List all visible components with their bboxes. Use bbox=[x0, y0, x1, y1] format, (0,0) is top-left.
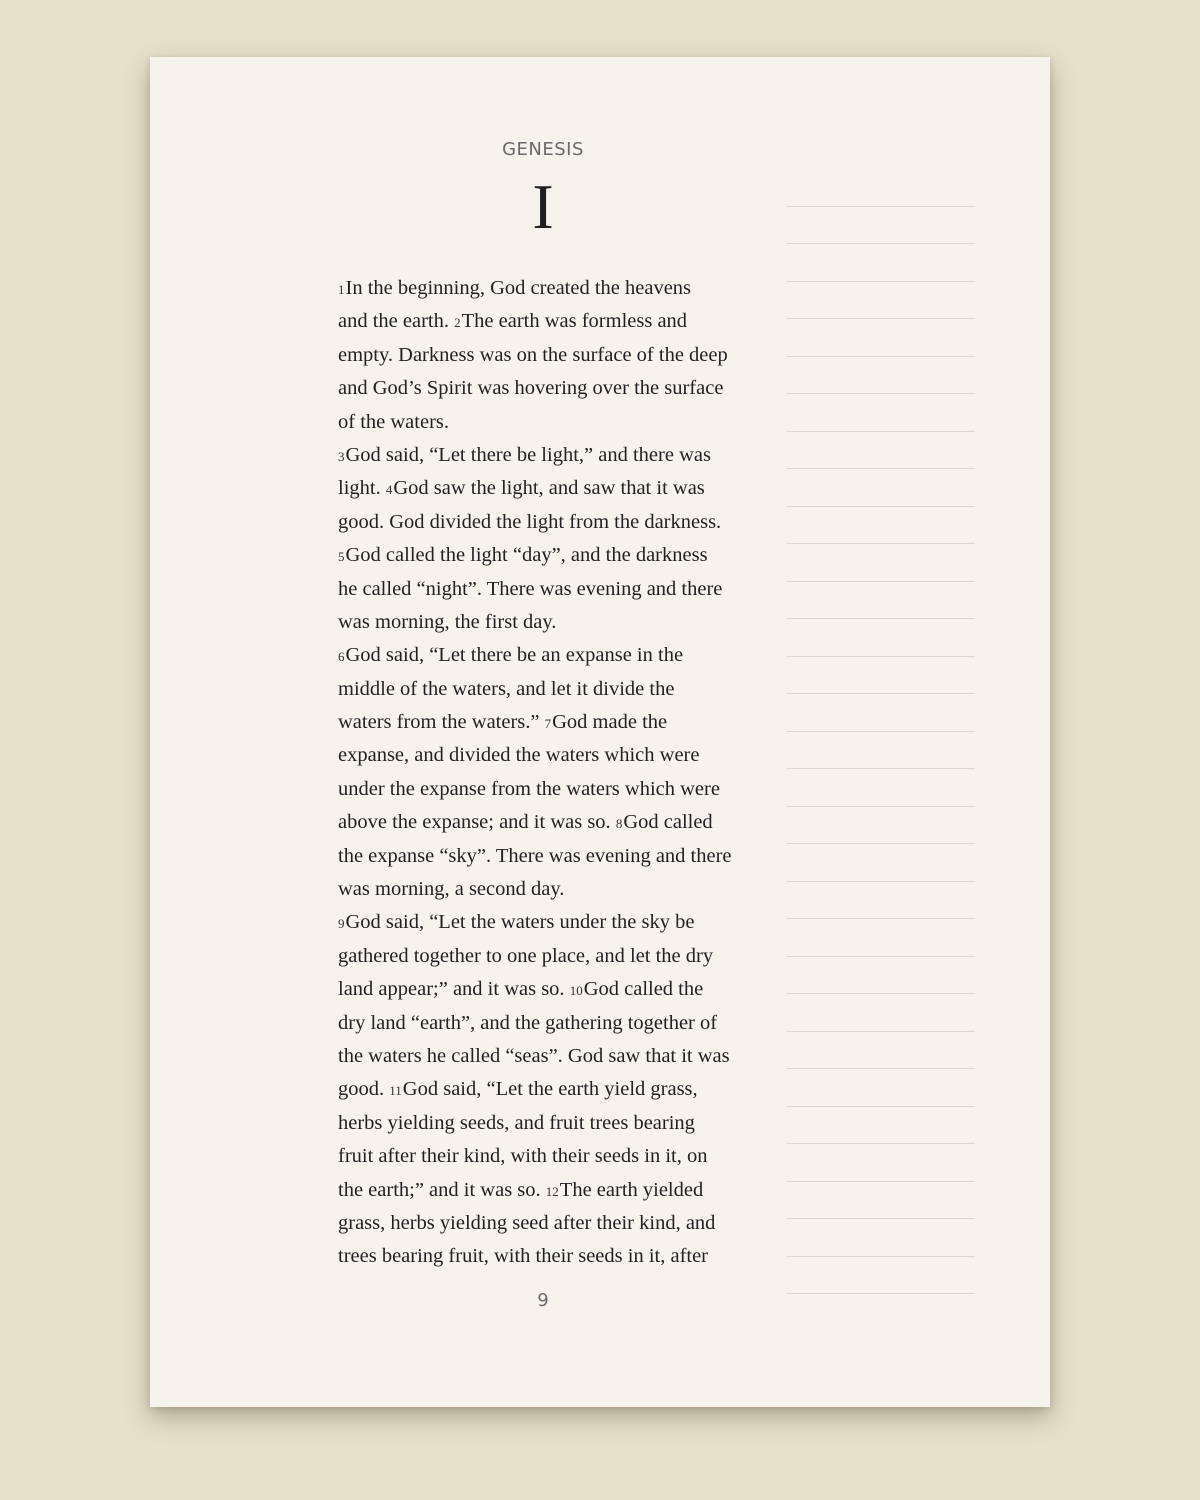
verse-text: under the expanse from the waters which were bbox=[338, 777, 720, 800]
page-number: 9 bbox=[537, 1290, 549, 1311]
verse-number: 10 bbox=[569, 983, 583, 999]
text-line bbox=[338, 339, 750, 372]
verse-text: the waters he called “seas”. God saw that it was bbox=[338, 1044, 730, 1067]
verse-text: gathered together to one place, and let the dry bbox=[338, 944, 714, 967]
note-rule-line bbox=[787, 244, 975, 282]
note-rule-line bbox=[787, 1219, 975, 1257]
text-line bbox=[338, 739, 750, 772]
book-page bbox=[150, 57, 1050, 1407]
verse-text: and the earth. bbox=[338, 310, 455, 333]
verse-number: 5 bbox=[338, 549, 345, 565]
text-line bbox=[338, 372, 750, 405]
verse-text: empty. Darkness was on the surface of the deep bbox=[338, 343, 728, 366]
note-rule-line bbox=[787, 1182, 975, 1220]
verse-text: was morning, a second day. bbox=[338, 878, 565, 901]
note-rule-line bbox=[787, 1144, 975, 1182]
text-line bbox=[338, 873, 750, 906]
note-rule-line bbox=[787, 844, 975, 882]
note-rule-line bbox=[787, 394, 975, 432]
text-line bbox=[338, 906, 750, 939]
note-rule-line bbox=[787, 769, 975, 807]
text-line bbox=[338, 539, 750, 572]
verse-text: herbs yielding seeds, and fruit trees bearing bbox=[338, 1111, 695, 1134]
note-rule-line bbox=[787, 432, 975, 470]
verse-text: was morning, the first day. bbox=[338, 610, 557, 633]
text-line bbox=[338, 639, 750, 672]
verse-text: God called the light “day”, and the darkness bbox=[345, 544, 708, 567]
verse-text: The earth yielded bbox=[559, 1178, 704, 1201]
note-rule-line bbox=[787, 694, 975, 732]
verse-number: 4 bbox=[385, 482, 393, 498]
note-rule-line bbox=[787, 169, 975, 207]
text-line bbox=[338, 1240, 750, 1273]
note-rule-line bbox=[787, 619, 975, 657]
text-line bbox=[338, 506, 750, 539]
text-line bbox=[338, 1140, 750, 1173]
text-line bbox=[338, 305, 750, 338]
verse-number: 1 bbox=[338, 282, 345, 297]
text-line bbox=[338, 1007, 750, 1040]
text-line bbox=[338, 406, 750, 439]
note-rule-line bbox=[787, 732, 975, 770]
text-line bbox=[338, 1207, 750, 1240]
text-line bbox=[338, 1107, 750, 1140]
text-line bbox=[338, 806, 750, 839]
text-line bbox=[338, 973, 750, 1006]
verse-text: God said, “Let there be an expanse in the bbox=[345, 644, 684, 667]
verse-text: land appear;” and it was so. bbox=[338, 978, 570, 1001]
note-rule-line bbox=[787, 319, 975, 357]
verse-text: The earth was formless and bbox=[461, 310, 688, 333]
text-line bbox=[338, 940, 750, 973]
note-rule-line bbox=[787, 919, 975, 957]
verse-text: God made the bbox=[552, 711, 668, 734]
verse-text: light. bbox=[338, 477, 386, 500]
book-title: GENESIS bbox=[502, 139, 584, 160]
note-rule-line bbox=[787, 957, 975, 995]
note-rule-line bbox=[787, 1032, 975, 1070]
verse-number: 6 bbox=[338, 649, 345, 665]
note-rule-line bbox=[787, 994, 975, 1032]
verse-number: 8 bbox=[615, 816, 623, 832]
note-rule-line bbox=[787, 357, 975, 395]
notes-margin bbox=[787, 169, 975, 1294]
verse-number: 2 bbox=[454, 315, 461, 331]
verse-text: God said, “Let there be light,” and there was bbox=[345, 443, 711, 466]
note-rule-line bbox=[787, 1107, 975, 1145]
verse-text: God called the bbox=[583, 978, 704, 1001]
text-line bbox=[338, 272, 750, 305]
note-rule-line bbox=[787, 544, 975, 582]
verse-text: the expanse “sky”. There was evening and there bbox=[338, 844, 732, 867]
text-line bbox=[338, 840, 750, 873]
text-line bbox=[338, 606, 750, 639]
verse-text: expanse, and divided the waters which were bbox=[338, 744, 700, 767]
text-line bbox=[338, 673, 750, 706]
text-line bbox=[338, 1073, 750, 1106]
verse-text: good. bbox=[338, 1078, 390, 1101]
verse-text: trees bearing fruit, with their seeds in it, after bbox=[338, 1245, 709, 1268]
verse-text: God said, “Let the earth yield grass, bbox=[402, 1078, 698, 1101]
text-line bbox=[338, 1040, 750, 1073]
text-line bbox=[338, 573, 750, 606]
text-line bbox=[338, 706, 750, 739]
note-rule-line bbox=[787, 657, 975, 695]
verse-text: God said, “Let the waters under the sky be bbox=[345, 911, 695, 934]
verse-text: above the expanse; and it was so. bbox=[338, 811, 616, 834]
note-rule-line bbox=[787, 882, 975, 920]
verse-number: 3 bbox=[338, 448, 345, 464]
text-line bbox=[338, 1174, 750, 1207]
verse-number: 7 bbox=[544, 716, 552, 732]
note-rule-line bbox=[787, 282, 975, 320]
verse-text: fruit after their kind, with their seeds in it, on bbox=[338, 1145, 708, 1168]
verse-text: God saw the light, and saw that it was bbox=[393, 477, 705, 500]
verse-text: good. God divided the light from the darkness. bbox=[338, 510, 722, 533]
text-line bbox=[338, 439, 750, 472]
verse-text: and God’s Spirit was hovering over the surface bbox=[338, 377, 724, 400]
text-line bbox=[338, 472, 750, 505]
verse-text: God called bbox=[623, 811, 713, 834]
verse-text: he called “night”. There was evening and there bbox=[338, 577, 723, 600]
verse-number: 11 bbox=[389, 1083, 402, 1099]
note-rule-line bbox=[787, 207, 975, 245]
note-rule-line bbox=[787, 507, 975, 545]
note-rule-line bbox=[787, 582, 975, 620]
text-line bbox=[338, 773, 750, 806]
note-rule-line bbox=[787, 469, 975, 507]
note-rule-line bbox=[787, 1069, 975, 1107]
verse-text: the earth;” and it was so. bbox=[338, 1178, 546, 1201]
verse-text: dry land “earth”, and the gathering together of bbox=[338, 1011, 718, 1034]
verse-number: 9 bbox=[338, 916, 345, 932]
note-rule-line bbox=[787, 1257, 975, 1295]
verse-text: waters from the waters.” bbox=[338, 711, 545, 734]
verse-text: grass, herbs yielding seed after their kind, and bbox=[338, 1211, 716, 1234]
chapter-number: I bbox=[532, 171, 554, 242]
verse-text: of the waters. bbox=[338, 410, 449, 433]
scripture-text bbox=[338, 272, 750, 1274]
verse-number: 12 bbox=[545, 1183, 559, 1199]
verse-text: middle of the waters, and let it divide the bbox=[338, 677, 675, 700]
note-rule-line bbox=[787, 807, 975, 845]
verse-text: In the beginning, God created the heavens bbox=[345, 277, 692, 299]
